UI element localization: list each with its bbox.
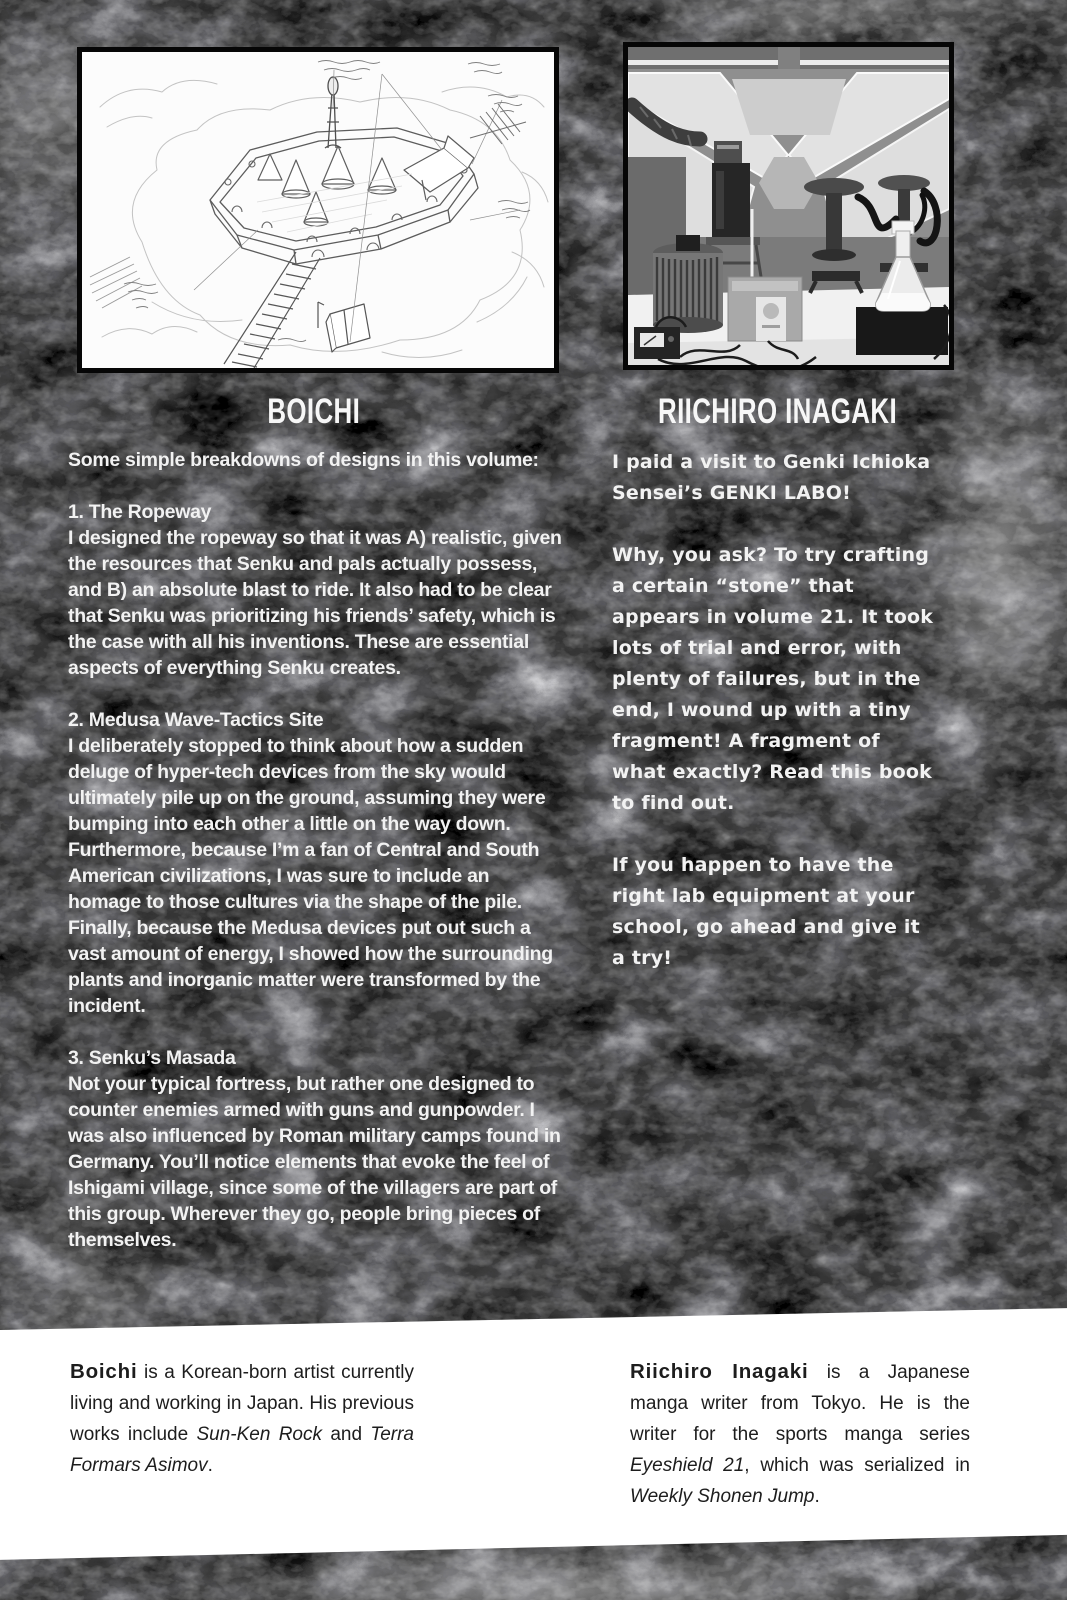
inagaki-paragraph-1: I paid a visit to Genki Ichioka Sensei’s GENKI LABO!: [612, 451, 931, 504]
boichi-bio: [70, 1356, 414, 1481]
section-senku-masada: [68, 1045, 562, 1253]
section-title: 2. Medusa Wave-Tactics Site: [68, 709, 324, 731]
inagaki-heading: [612, 392, 942, 432]
inagaki-bio: [630, 1356, 970, 1512]
boichi-column: [68, 447, 562, 1279]
genki-labo-photo-image: [623, 42, 954, 370]
boichi-bio-work-2: Terra Formars Asimov: [70, 1424, 414, 1476]
inagaki-bio-text: .: [814, 1486, 820, 1507]
inagaki-column: [612, 447, 934, 1005]
boichi-bio-text: .: [207, 1455, 213, 1476]
inagaki-bio-text: , which was serialized in: [744, 1455, 970, 1476]
boichi-heading-text: BOICHI: [267, 392, 361, 431]
inagaki-bio-work-2: Weekly Shonen Jump: [630, 1486, 815, 1507]
section-title: 1. The Ropeway: [68, 501, 212, 523]
inagaki-heading-text: RIICHIRO INAGAKI: [657, 392, 897, 431]
village-design-sketch-image: [77, 47, 559, 373]
village-sketch-drawing: [82, 52, 554, 368]
section-ropeway: [68, 499, 562, 681]
inagaki-bio-text: is a Japanese manga writer from Tokyo. He is the writer for the sports manga series: [630, 1362, 970, 1445]
boichi-bio-work-1: Sun-Ken Rock: [196, 1424, 322, 1445]
section-body: I deliberately stopped to think about how a sudden deluge of hyper-tech devices from the sky would ultimately pile up on the ground, assuming they were bumping into each other a little on the way down. Furthermore, because I’m a fan of Central and South American civilizations, I was sure to include an homage to those cultures via the shape of the pile. Finally, because the Medusa devices put out such a vast amount of energy, I showed how the surrounding plants and inorganic matter were transformed by the incident.: [68, 735, 553, 1017]
lab-photo-drawing: [628, 47, 949, 365]
inagaki-paragraph-2: Why, you ask? To try crafting a certain “stone” that appears in volume 21. It took lots of trial and error, with plenty of failures, but in the end, I wound up with a tiny fragment! A fragment of what exactly? Read this book to find out.: [612, 544, 934, 814]
section-medusa-site: [68, 707, 562, 1019]
section-body: Not your typical fortress, but rather one designed to counter enemies armed with guns and gunpowder. I was also influenced by Roman military camps found in Germany. You’ll notice elements that evoke the feel of Ishigami village, since some of the villagers are part of this group. Wherever they go, people bring pieces of themselves.: [68, 1073, 561, 1251]
boichi-bio-text: and: [322, 1424, 371, 1445]
boichi-intro: Some simple breakdowns of designs in this volume:: [68, 449, 539, 471]
boichi-bio-name: Boichi: [70, 1360, 138, 1383]
boichi-heading: [68, 392, 560, 432]
inagaki-paragraph-3: If you happen to have the right lab equipment at your school, go ahead and give it a try!: [612, 854, 920, 969]
inagaki-bio-work-1: Eyeshield 21: [630, 1455, 745, 1476]
boichi-bio-text: is a Korean-born artist currently living and working in Japan. His previous works include: [70, 1362, 414, 1445]
section-body: I designed the ropeway so that it was A) realistic, given the resources that Senku and pals actually possess, and B) an absolute blast to ride. It also had to be clear that Senku was prioritizing his friends’ safety, which is the case with all his inventions. These are essential aspects of everything Senku creates.: [68, 527, 562, 679]
section-title: 3. Senku’s Masada: [68, 1047, 236, 1069]
inagaki-bio-name: Riichiro Inagaki: [630, 1360, 809, 1383]
